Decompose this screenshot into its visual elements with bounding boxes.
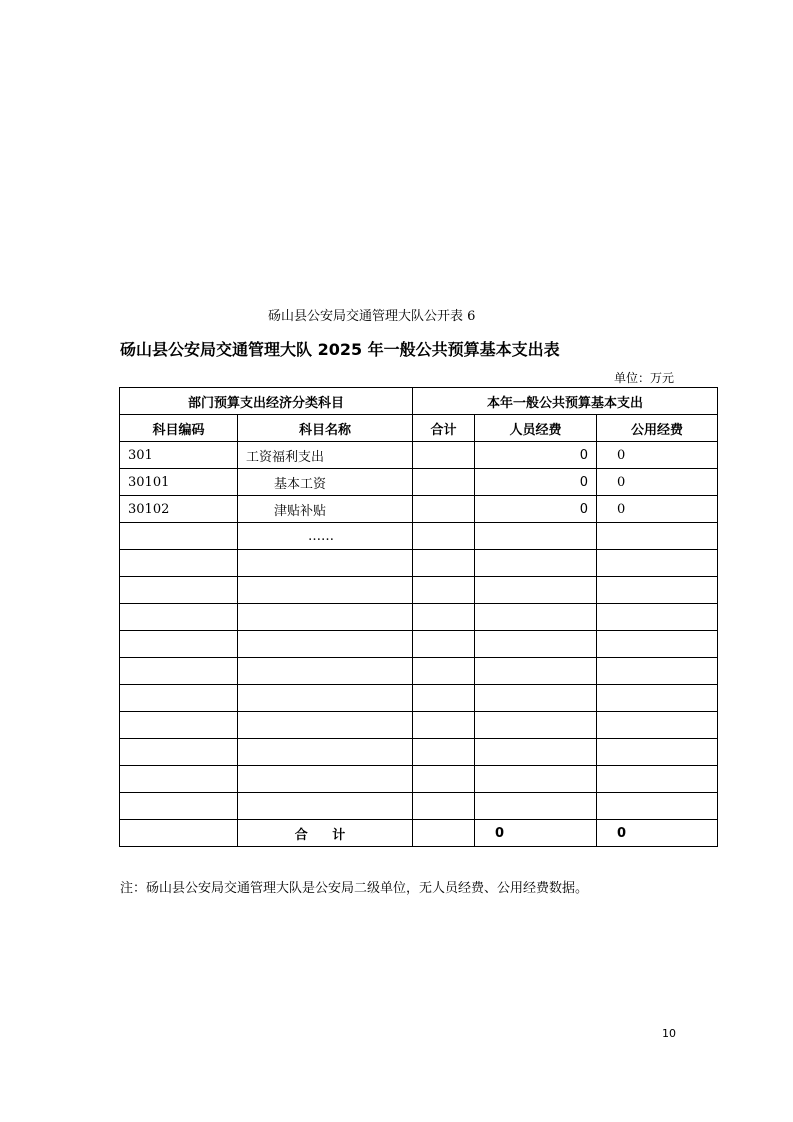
total-value: 0 bbox=[475, 820, 597, 847]
empty-row bbox=[120, 793, 718, 820]
group-header-row bbox=[120, 388, 718, 415]
column-header-total: 合计 bbox=[413, 415, 475, 442]
cell-total bbox=[413, 523, 475, 550]
empty-row bbox=[120, 739, 718, 766]
table-row bbox=[120, 442, 718, 469]
cell-name: 工资福利支出 bbox=[238, 442, 413, 469]
document-title: 砀山县公安局交通管理大队 2025 年一般公共预算基本支出表 bbox=[120, 340, 560, 359]
cell-total bbox=[413, 496, 475, 523]
empty-row bbox=[120, 577, 718, 604]
total-label: 合 计 bbox=[238, 820, 413, 847]
cell-name: 基本工资 bbox=[238, 469, 413, 496]
table-row bbox=[120, 469, 718, 496]
empty-row bbox=[120, 766, 718, 793]
empty-row bbox=[120, 712, 718, 739]
table-row bbox=[120, 496, 718, 523]
cell-name: 津贴补贴 bbox=[238, 496, 413, 523]
cell-personnel bbox=[475, 523, 597, 550]
group-header-expenditure: 本年一般公共预算基本支出 bbox=[413, 388, 718, 415]
empty-row bbox=[120, 604, 718, 631]
total-empty-cell bbox=[120, 820, 238, 847]
unit-label: 单位：万元 bbox=[614, 371, 675, 385]
cell-public bbox=[597, 523, 718, 550]
cell-public: 0 bbox=[597, 442, 718, 469]
footnote: 注：砀山县公安局交通管理大队是公安局二级单位，无人员经费、公用经费数据。 bbox=[120, 881, 589, 896]
cell-code: 30102 bbox=[120, 496, 238, 523]
cell-code: 301 bbox=[120, 442, 238, 469]
total-public-value: 0 bbox=[597, 820, 718, 847]
column-header-code: 科目编码 bbox=[120, 415, 238, 442]
group-header-classification: 部门预算支出经济分类科目 bbox=[120, 388, 413, 415]
cell-name-ellipsis: …… bbox=[238, 523, 413, 550]
empty-row bbox=[120, 550, 718, 577]
empty-row bbox=[120, 685, 718, 712]
column-header-public: 公用经费 bbox=[597, 415, 718, 442]
table-row bbox=[120, 523, 718, 550]
cell-total bbox=[413, 469, 475, 496]
cell-personnel: 0 bbox=[475, 496, 597, 523]
empty-row bbox=[120, 631, 718, 658]
total-empty-cell bbox=[413, 820, 475, 847]
page-number: 10 bbox=[662, 1027, 676, 1040]
table-caption: 砀山县公安局交通管理大队公开表 6 bbox=[268, 309, 476, 324]
budget-table bbox=[119, 387, 718, 847]
cell-public: 0 bbox=[597, 469, 718, 496]
cell-code bbox=[120, 523, 238, 550]
cell-personnel: 0 bbox=[475, 469, 597, 496]
cell-total bbox=[413, 442, 475, 469]
empty-row bbox=[120, 658, 718, 685]
cell-personnel: 0 bbox=[475, 442, 597, 469]
column-header-name: 科目名称 bbox=[238, 415, 413, 442]
total-row bbox=[120, 820, 718, 847]
cell-code: 30101 bbox=[120, 469, 238, 496]
column-header-personnel: 人员经费 bbox=[475, 415, 597, 442]
column-header-row bbox=[120, 415, 718, 442]
cell-public: 0 bbox=[597, 496, 718, 523]
